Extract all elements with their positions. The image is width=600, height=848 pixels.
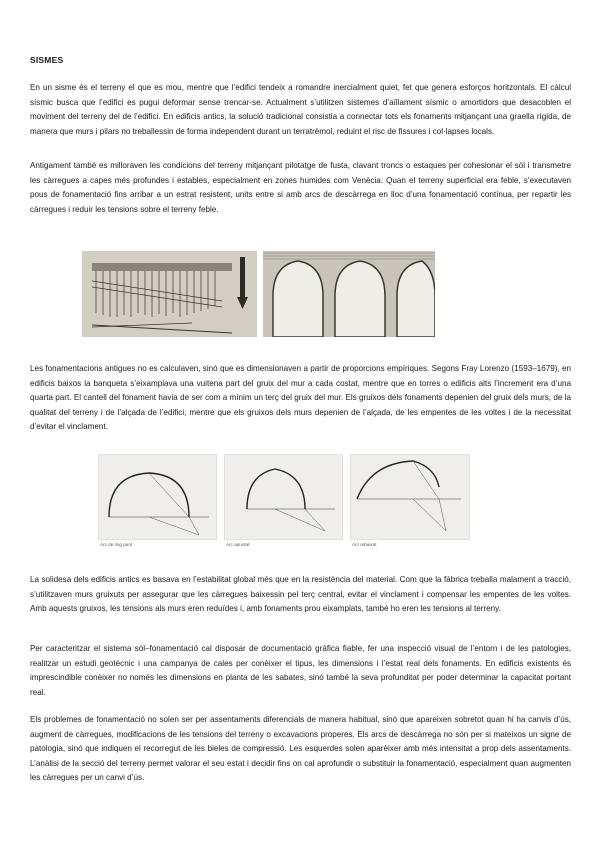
caption-pointed-arch: Arc apuntat (226, 542, 250, 547)
paragraph-1: En un sisme és el terreny el que es mou, mentre que l’edifici tendeix a romandre inercialment quiet, fet que genera esforços horitzontals. El càlcul sísmic busca que l’edifici es pugui deformar sense trencar-se. Actualment s’utilitzen sistemes d’aïllament sísmic o amortidors que desacoblen el moviment del terreny del de l’edifici. En edificis antics, la solució tradicional consistia a connectar tots els fonaments mitjançant una graella rígida, de manera que murs i pilars no treballessin de forma independent durant un terratrèmol, reduint el risc de fissures i col·lapses locals. (30, 83, 571, 136)
paragraph-2: Antigament també es milloraven les condicions del terreny mitjançant pilotatge de fusta, clavant troncs o estaques per cohesionar el sòl i transmetre les càrregues a capes més profundes i estables, especialment en zones humides com Venècia. Quan el terreny superficial era feble, s’executaven pous de fonamentació fins arribar a un estrat resistent, units entre si amb arcs de descàrrega en lloc d’una fonamentació contínua, per repartir les càrregues i reduir les tensions sobre el terreny feble. (30, 161, 571, 214)
paragraph-4: La solidesa dels edificis antics es basava en l’estabilitat global més que en la resistència del material. Com que la fàbrica treballa malament a tracció, s’utilitzaven murs gruixuts per assegurar que les càrregues baixessin pel terç central, evitar el vinclament i compensar les empentes de les voltes. Amb aquests gruixos, les tensions als murs eren reduïdes i, amb fonaments prou eixamplats, també ho eren les tensions al terreny. (30, 575, 571, 613)
page-title: SISMES (30, 55, 64, 65)
paragraph-5: Per caracteritzar el sistema sòl–fonamentació cal disposar de documentació gràfica fiable, fer una inspecció visual de l’entorn i de les patologies, realitzar un estudi geotècnic i una campanya de cales per conèixer el tipus, les dimensions i l’estat real dels fonaments. En edificis existents és imprescindible conèixer no només les dimensions en planta de les sabates, sinó també la seva profunditat per poder determinar la capacitat portant real. (30, 644, 571, 697)
arch-drawing-semicircular (98, 454, 217, 540)
arch-drawing-pointed (224, 454, 343, 540)
discharge-arches-illustration (263, 251, 435, 337)
arch-drawing-segmental (350, 454, 470, 540)
caption-segmental-arch: Arc rebaixat (352, 542, 377, 547)
piling-illustration (82, 251, 257, 337)
paragraph-3: Les fonamentacions antigues no es calculaven, sinó que es dimensionaven a partir de proporcions empíriques. Segons Fray Lorenzo (1593–1679), en edificis baixos la banqueta s’eixamplava una vuitena part del gruix del mur a cada costat, mentre que en torres o edificis alts l’increment era d’una quarta part. El cantell del fonament havia de ser com a mínim un terç del gruix del mur. Els gruixos dels fonaments depenien del gruix dels murs, de la qualitat del terreny i de l’alçada de l’edifici, mentre que els gruixos dels murs depenien de l’alçada, de les empentes de les voltes i de la necessitat d’evitar el vinclament. (30, 364, 571, 431)
paragraph-6: Els problemes de fonamentació no solen ser per assentaments diferencials de manera habitual, sinó que apareixen sobretot quan hi ha canvis d’ús, augment de càrregues, modificacions de les tensions del terreny o excavacions properes. Els arcs de descàrrega no són per si mateixos un signe de patologia, sinó que indiquen el recorregut de les bieles de compressió. Les esquerdes solen aparèixer amb més intensitat a prop dels assentaments. L’anàlisi de la secció del terreny permet valorar el seu estat i decidir fins on cal aprofundir o substituir la fonamentació, especialment quan augmenten les càrregues per un canvi d’ús. (30, 715, 571, 782)
caption-semicircular-arch: Arc de mig punt (100, 542, 133, 547)
